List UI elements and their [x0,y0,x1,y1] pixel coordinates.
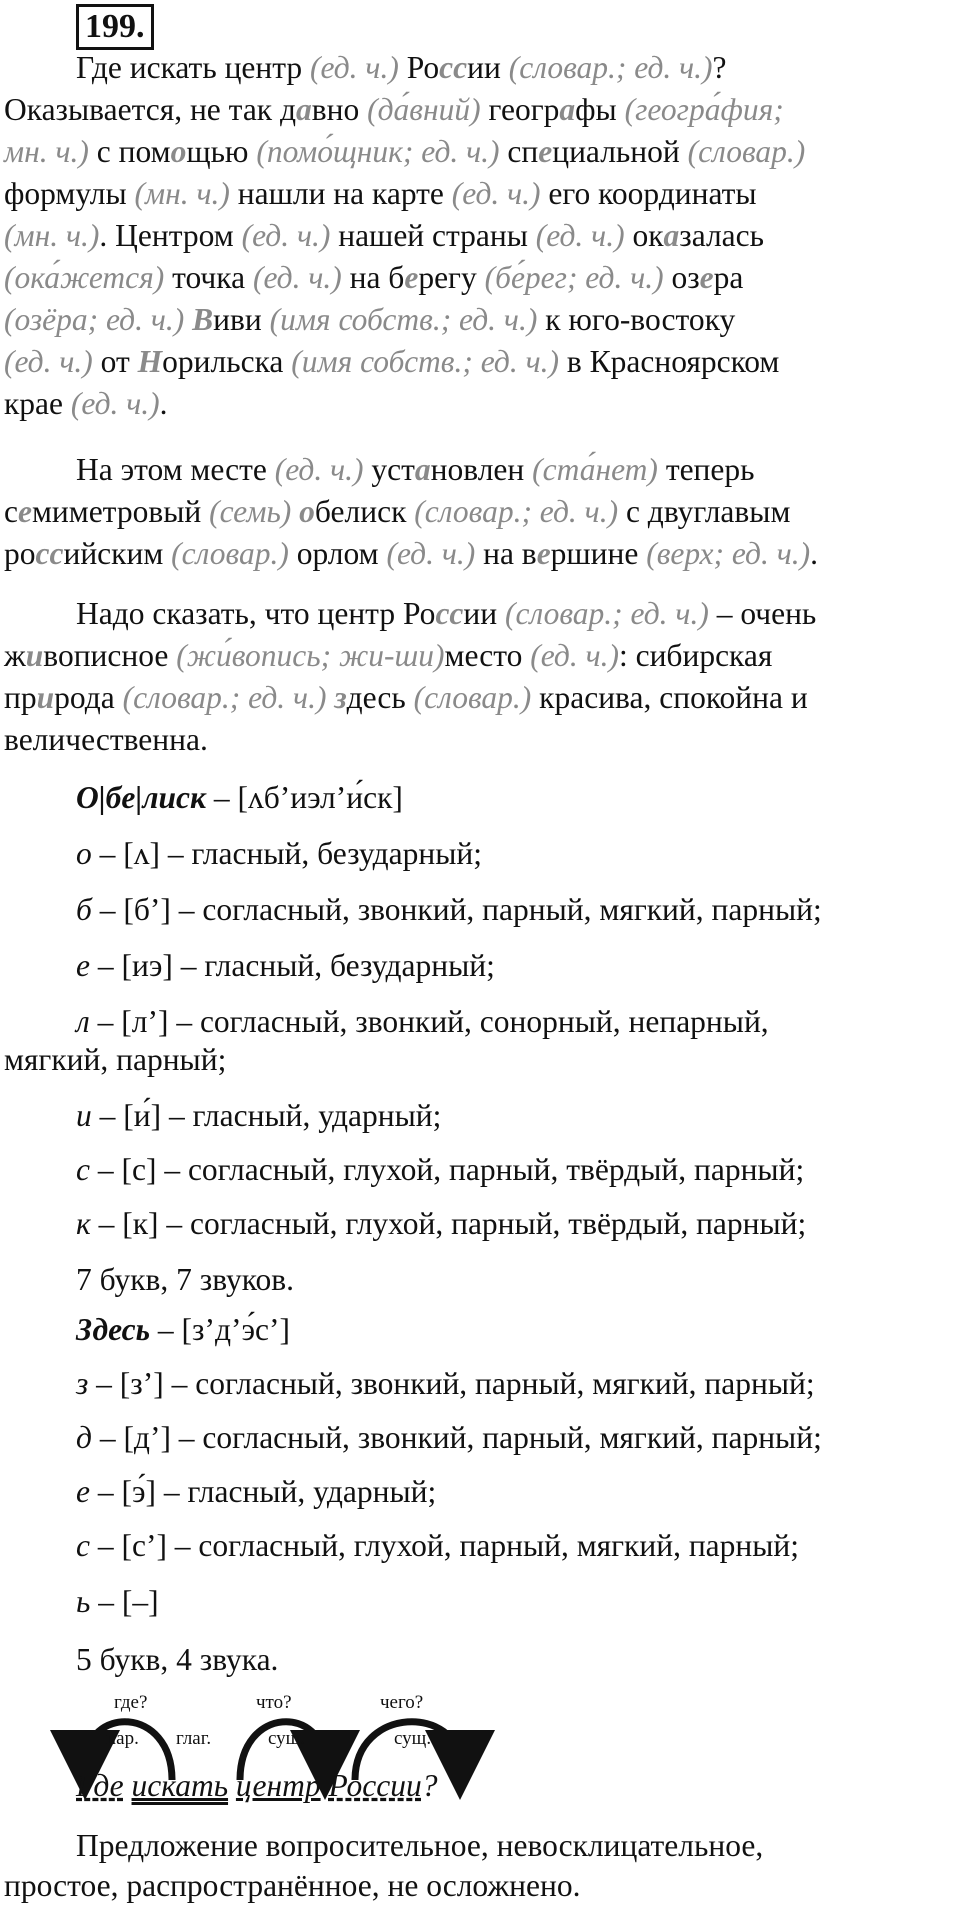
text-line: (ока́жется) точка (ед. ч.) на берегу (бе́рег; ед. ч.) озера [4,260,744,295]
analysis-row: е – [э́] – гласный, ударный; [76,1474,437,1509]
analysis-row: о – [ʌ] – гласный, безударный; [76,836,483,871]
conclusion-line: Предложение вопросительное, невосклицательное, [76,1828,764,1863]
question-label: где? [114,1692,148,1713]
text-line: (ед. ч.) от Норильска (имя собств.; ед. ч.) в Красноярском [4,344,780,379]
analysis-summary: 7 букв, 7 звуков. [76,1262,294,1297]
text-line: крае (ед. ч.). [4,386,168,421]
analysis-row: з – [з’] – согласный, звонкий, парный, мягкий, парный; [76,1366,815,1401]
pos-label: глаг. [176,1728,212,1749]
text-line: природа (словар.; ед. ч.) здесь (словар.) красива, спокойна и [4,680,808,715]
question-label: чего? [380,1692,424,1713]
analysis-heading: О|бе|лиск – [ʌб’иэл’и́ск] [76,780,403,815]
text-line: мн. ч.) с помощью (помо́щник; ед. ч.) специальной (словар.) [4,134,806,169]
question-label: что? [256,1692,292,1713]
analysis-row: ь – [–] [76,1584,159,1619]
pos-label: нар. [106,1728,139,1749]
analysis-row: и – [и́] – гласный, ударный; [76,1098,442,1133]
exercise-number: 199. [76,4,154,50]
text-line: живописное (жи́вопись; жи-ши)место (ед. ч.): сибирская [4,638,773,673]
text-line: Оказывается, не так давно (да́вний) географы (геогра́фия; [4,92,784,127]
text-line: На этом месте (ед. ч.) установлен (ста́нет) теперь [76,452,755,487]
text-line: величественна. [4,722,208,757]
text-line: российским (словар.) орлом (ед. ч.) на вершине (верх; ед. ч.). [4,536,819,571]
text-line: (озёра; ед. ч.) Виви (имя собств.; ед. ч.) к юго-востоку [4,302,736,337]
word-predicate: искать [131,1768,229,1803]
analysis-row: л – [л’] – согласный, звонкий, сонорный, непарный, [76,1004,769,1039]
word-subject: центр [235,1768,321,1803]
word-adverbial: Где [76,1768,124,1803]
analysis-row: с – [с] – согласный, глухой, парный, твёрдый, парный; [76,1152,805,1187]
text-line: (мн. ч.). Центром (ед. ч.) нашей страны (ед. ч.) оказалась [4,218,764,253]
text-line: Надо сказать, что центр России (словар.; ед. ч.) – очень [76,596,817,631]
analysis-row: с – [с’] – согласный, глухой, парный, мягкий, парный; [76,1528,800,1563]
text-line: формулы (мн. ч.) нашли на карте (ед. ч.) его координаты [4,176,757,211]
analysis-row: мягкий, парный; [4,1042,227,1077]
pos-label: сущ. [394,1728,432,1749]
analysis-row: б – [б’] – согласный, звонкий, парный, мягкий, парный; [76,892,822,927]
analysis-row: е – [иэ] – гласный, безударный; [76,948,495,983]
pos-label: сущ. [268,1728,306,1749]
text-line: Где искать центр (ед. ч.) России (словар.; ед. ч.)? [76,50,727,85]
analysis-row: к – [к] – согласный, глухой, парный, твёрдый, парный; [76,1206,807,1241]
analysis-row: д – [д’] – согласный, звонкий, парный, мягкий, парный; [76,1420,822,1455]
analysis-heading: Здесь – [з’д’э́с’] [76,1312,290,1347]
word-attribute: России [328,1768,422,1803]
conclusion-line: простое, распространённое, не осложнено. [4,1868,581,1903]
analysis-summary: 5 букв, 4 звука. [76,1642,279,1677]
scheme-sentence: Где искать центр России? [76,1768,438,1803]
text-line: семиметровый (семь) обелиск (словар.; ед. ч.) с двуглавым [4,494,791,529]
